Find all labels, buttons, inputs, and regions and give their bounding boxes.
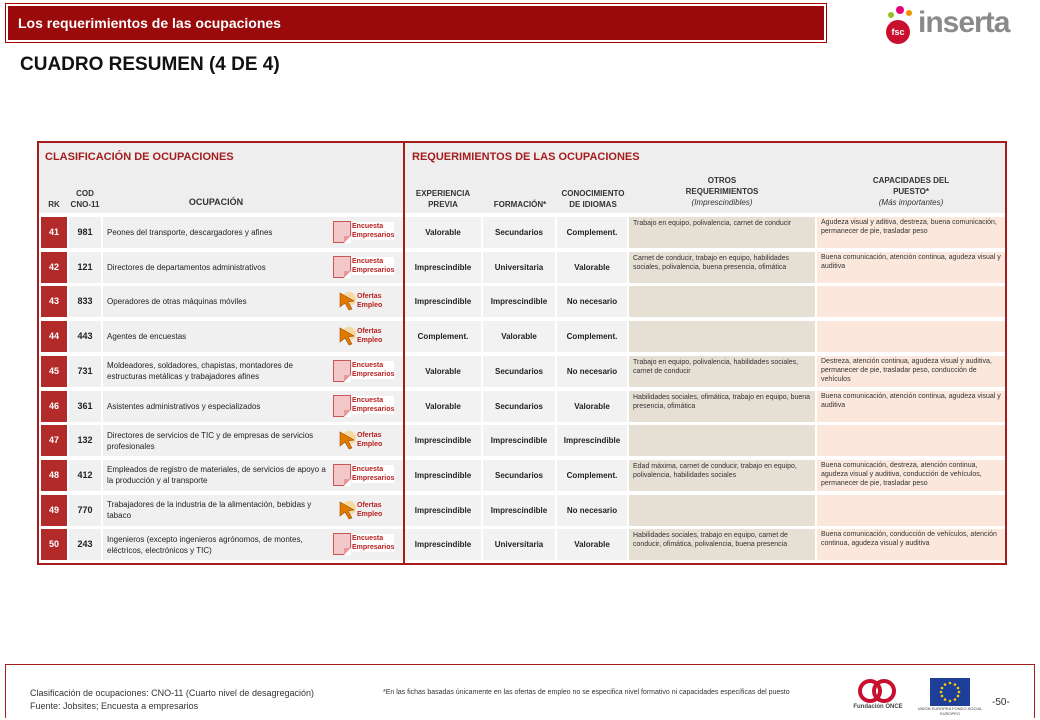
occupation-cell: Operadores de otras máquinas móviles	[103, 286, 329, 317]
fundacion-once-logo: Fundación ONCE	[848, 678, 908, 714]
summary-table	[37, 141, 1007, 565]
logo-dot-icon	[896, 6, 904, 14]
footer-source: Clasificación de ocupaciones: CNO-11 (Cuarto nivel de desagregación) Fuente: Jobsites; Encuesta a empresarios	[30, 688, 314, 711]
occupation-cell: Empleados de registro de materiales, de servicios de apoyo a la producción y al transporte	[103, 460, 329, 491]
inserta-logo	[886, 4, 1010, 44]
occupation-cell: Peones del transporte, descargadores y afines	[103, 217, 329, 248]
languages-cell: Imprescindible	[557, 425, 627, 456]
document-icon	[333, 395, 351, 417]
capabilities-cell	[817, 321, 1005, 352]
cursor-arrow-icon	[337, 429, 359, 451]
document-icon	[333, 256, 351, 278]
experience-cell: Valorable	[405, 356, 481, 387]
page-title: CUADRO RESUMEN (4 DE 4)	[20, 54, 280, 75]
table-row	[39, 215, 1005, 250]
document-icon	[333, 464, 351, 486]
languages-cell: Valorable	[557, 529, 627, 560]
capabilities-cell: Buena comunicación, conducción de vehículos, atención continua, agudeza visual y auditiva	[817, 529, 1005, 560]
logo-badge: fsc	[886, 20, 910, 44]
other-requirements-cell	[629, 286, 815, 317]
training-cell: Universitaria	[483, 252, 555, 283]
rank-cell: 46	[41, 391, 67, 422]
training-cell: Secundarios	[483, 391, 555, 422]
rank-cell: 50	[41, 529, 67, 560]
col-otros: OTROS REQUERIMIENTOS (Imprescindibles)	[685, 176, 759, 207]
table-row	[39, 319, 1005, 354]
languages-cell: Valorable	[557, 391, 627, 422]
other-requirements-cell: Edad máxima, carnet de conducir, trabajo en equipo, polivalencia, habilidades sociales	[629, 460, 815, 491]
logo-dot-icon	[906, 10, 912, 16]
logo-word: inserta	[918, 6, 1010, 39]
source-encuesta: Encuesta Empresarios	[329, 217, 403, 248]
rank-cell: 41	[41, 217, 67, 248]
page-number: -50-	[992, 697, 1010, 708]
code-cell: 981	[69, 217, 101, 248]
source-encuesta: Encuesta Empresarios	[329, 356, 403, 387]
occupation-cell: Directores de departamentos administrativos	[103, 252, 329, 283]
occupation-cell: Trabajadores de la industria de la alimentación, bebidas y tabaco	[103, 495, 329, 526]
section-divider	[403, 143, 405, 563]
rank-cell: 42	[41, 252, 67, 283]
code-cell: 121	[69, 252, 101, 283]
training-cell: Valorable	[483, 321, 555, 352]
section-title-left: CLASIFICACIÓN DE OCUPACIONES	[45, 151, 234, 163]
rank-cell: 49	[41, 495, 67, 526]
training-cell: Secundarios	[483, 217, 555, 248]
experience-cell: Imprescindible	[405, 425, 481, 456]
experience-cell: Imprescindible	[405, 252, 481, 283]
languages-cell: No necesario	[557, 356, 627, 387]
occupation-cell: Ingenieros (excepto ingenieros agrónomos, de montes, eléctricos, electrónicos y TIC)	[103, 529, 329, 560]
capabilities-cell: Buena comunicación, destreza, atención continua, agudeza visual y auditiva, conducción de vehículos, permanecer de pie, trasladar peso	[817, 460, 1005, 491]
rank-cell: 43	[41, 286, 67, 317]
col-idiomas: CONOCIMIENTO DE IDIOMAS	[561, 189, 625, 209]
code-cell: 443	[69, 321, 101, 352]
document-icon	[333, 360, 351, 382]
col-capacidades: CAPACIDADES DEL PUESTO* (Más importantes)	[872, 176, 950, 207]
languages-cell: No necesario	[557, 495, 627, 526]
capabilities-cell	[817, 425, 1005, 456]
col-cod: COD CNO-11	[70, 189, 100, 209]
col-formacion: FORMACIÓN*	[493, 200, 547, 209]
capabilities-cell	[817, 286, 1005, 317]
logo-dot-icon	[888, 12, 894, 18]
other-requirements-cell: Habilidades sociales, trabajo en equipo, carnet de conducir, ofimática, polivalencia, buena presencia	[629, 529, 815, 560]
capabilities-cell: Buena comunicación, atención continua, agudeza visual y auditiva	[817, 252, 1005, 283]
col-rk: RK	[48, 200, 60, 209]
experience-cell: Valorable	[405, 217, 481, 248]
code-cell: 132	[69, 425, 101, 456]
section-title-right: REQUERIMIENTOS DE LAS OCUPACIONES	[412, 151, 640, 163]
code-cell: 731	[69, 356, 101, 387]
document-icon	[333, 533, 351, 555]
table-row	[39, 284, 1005, 319]
left-header	[39, 143, 404, 213]
experience-cell: Valorable	[405, 391, 481, 422]
source-ofertas: Ofertas Empleo	[329, 321, 403, 352]
code-cell: 412	[69, 460, 101, 491]
training-cell: Secundarios	[483, 356, 555, 387]
other-requirements-cell: Trabajo en equipo, polivalencia, habilidades sociales, carnet de conducir	[629, 356, 815, 387]
eu-flag-icon	[930, 678, 970, 706]
cursor-arrow-icon	[337, 290, 359, 312]
experience-cell: Imprescindible	[405, 460, 481, 491]
table-row	[39, 458, 1005, 493]
other-requirements-cell: Carnet de conducir, trabajo en equipo, habilidades sociales, polivalencia, buena presencia, ofimática	[629, 252, 815, 283]
source-ofertas: Ofertas Empleo	[329, 495, 403, 526]
occupation-cell: Directores de servicios de TIC y de empresas de servicios profesionales	[103, 425, 329, 456]
experience-cell: Complement.	[405, 321, 481, 352]
other-requirements-cell	[629, 425, 815, 456]
languages-cell: No necesario	[557, 286, 627, 317]
source-ofertas: Ofertas Empleo	[329, 286, 403, 317]
rank-cell: 45	[41, 356, 67, 387]
training-cell: Secundarios	[483, 460, 555, 491]
source-encuesta: Encuesta Empresarios	[329, 460, 403, 491]
table-row	[39, 493, 1005, 528]
col-ocupacion: OCUPACIÓN	[188, 197, 244, 207]
rank-cell: 48	[41, 460, 67, 491]
occupation-cell: Asistentes administrativos y especializados	[103, 391, 329, 422]
training-cell: Imprescindible	[483, 425, 555, 456]
occupation-cell: Agentes de encuestas	[103, 321, 329, 352]
source-encuesta: Encuesta Empresarios	[329, 252, 403, 283]
eu-label: UNIÓN EUROPEA FONDO SOCIAL EUROPEO	[917, 706, 983, 716]
source-encuesta: Encuesta Empresarios	[329, 391, 403, 422]
languages-cell: Complement.	[557, 460, 627, 491]
col-experiencia: EXPERIENCIA PREVIA	[415, 189, 471, 209]
source-ofertas: Ofertas Empleo	[329, 425, 403, 456]
capabilities-cell: Agudeza visual y aditiva, destreza, buena comunicación, permanecer de pie, trasladar peso	[817, 217, 1005, 248]
occupation-cell: Moldeadores, soldadores, chapistas, montadores de estructuras metálicas y trabajadores afines	[103, 356, 329, 387]
code-cell: 361	[69, 391, 101, 422]
other-requirements-cell	[629, 495, 815, 526]
code-cell: 770	[69, 495, 101, 526]
table-row	[39, 423, 1005, 458]
cursor-arrow-icon	[337, 499, 359, 521]
capabilities-cell	[817, 495, 1005, 526]
other-requirements-cell	[629, 321, 815, 352]
document-icon	[333, 221, 351, 243]
capabilities-cell: Buena comunicación, atención continua, agudeza visual y auditiva	[817, 391, 1005, 422]
source-encuesta: Encuesta Empresarios	[329, 529, 403, 560]
experience-cell: Imprescindible	[405, 529, 481, 560]
code-cell: 243	[69, 529, 101, 560]
languages-cell: Complement.	[557, 321, 627, 352]
footer-note: *En las fichas basadas únicamente en las ofertas de empleo no se especifica nivel formativo ni capacidades específicas del puesto	[383, 689, 790, 696]
languages-cell: Complement.	[557, 217, 627, 248]
code-cell: 833	[69, 286, 101, 317]
languages-cell: Valorable	[557, 252, 627, 283]
experience-cell: Imprescindible	[405, 495, 481, 526]
table-row	[39, 354, 1005, 389]
table-row	[39, 389, 1005, 424]
banner-title: Los requerimientos de las ocupaciones	[8, 6, 824, 40]
other-requirements-cell: Trabajo en equipo, polivalencia, carnet de conducir	[629, 217, 815, 248]
table-row	[39, 527, 1005, 562]
cursor-arrow-icon	[337, 325, 359, 347]
training-cell: Universitaria	[483, 529, 555, 560]
training-cell: Imprescindible	[483, 286, 555, 317]
table-row	[39, 250, 1005, 285]
header-banner	[5, 3, 827, 43]
training-cell: Imprescindible	[483, 495, 555, 526]
rank-cell: 44	[41, 321, 67, 352]
capabilities-cell: Destreza, atención continua, agudeza visual y auditiva, permanecer de pie, trasladar peso, conducción de vehículos	[817, 356, 1005, 387]
rank-cell: 47	[41, 425, 67, 456]
experience-cell: Imprescindible	[405, 286, 481, 317]
other-requirements-cell: Habilidades sociales, ofimática, trabajo en equipo, buena presencia, ofimática	[629, 391, 815, 422]
